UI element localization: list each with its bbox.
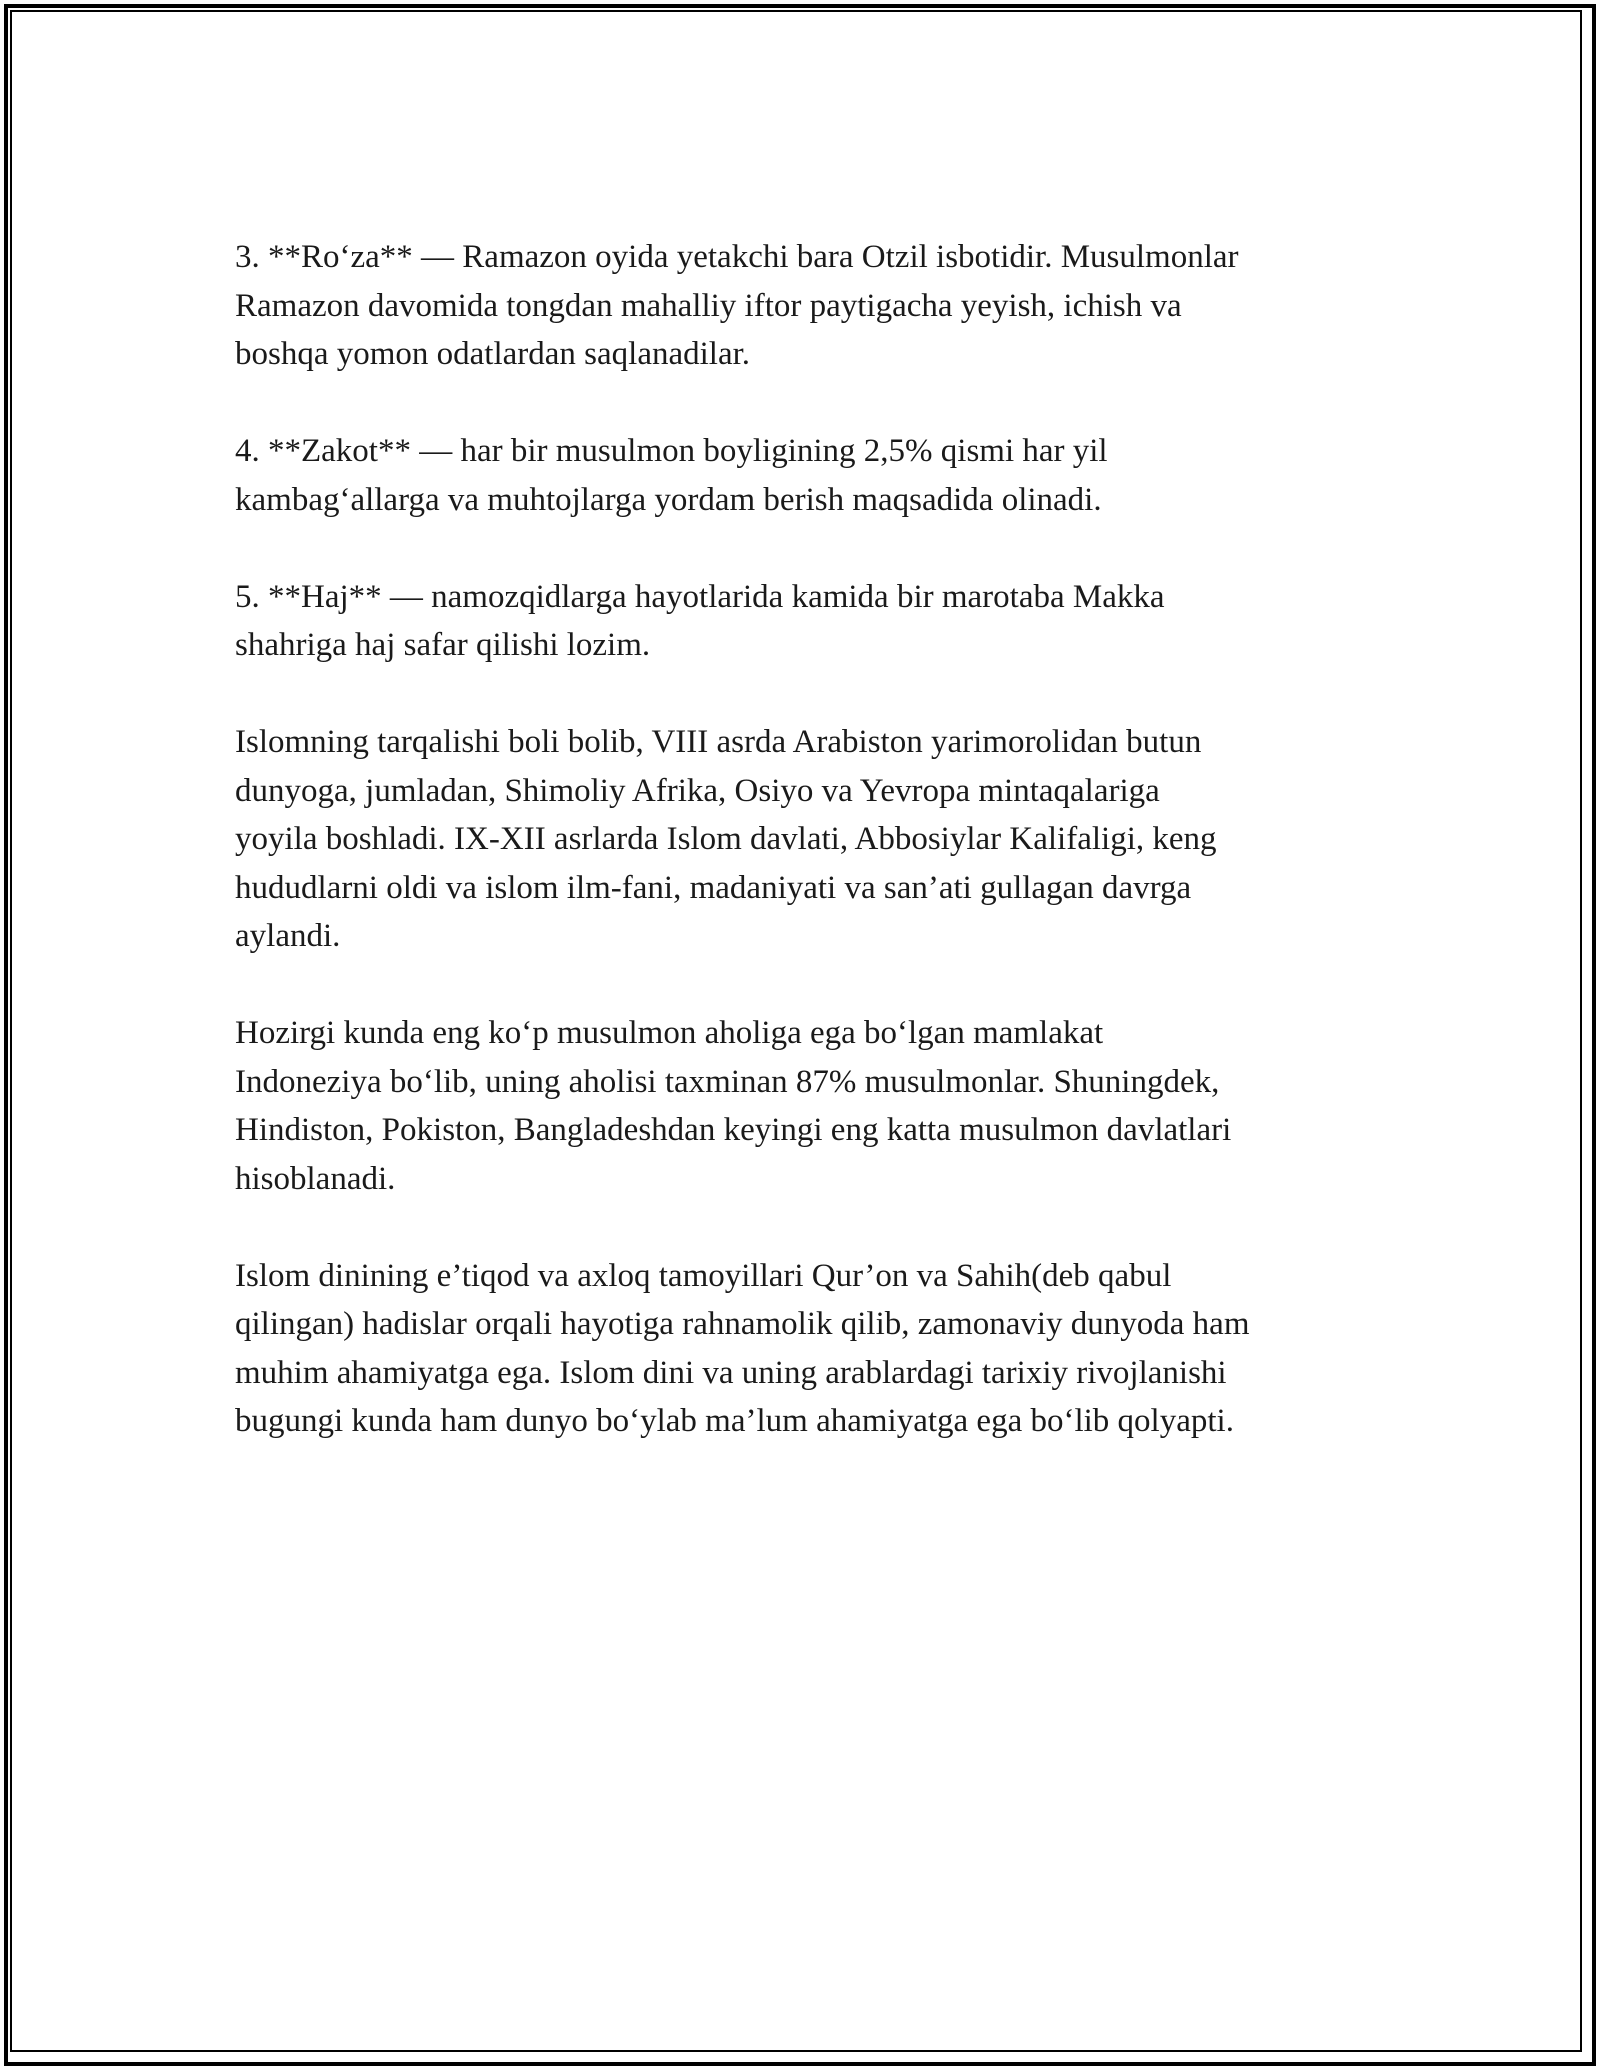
paragraph-spread-of-islam [235,718,1385,961]
text-line: Hozirgi kunda eng ko‘p musulmon aholiga ega bo‘lgan mamlakat [235,1015,1104,1051]
text-line: qilingan) hadislar orqali hayotiga rahnamolik qilib, zamonaviy dunyoda ham [235,1306,1250,1342]
paragraph-muslim-population [235,1009,1385,1203]
text-line: Islomning tarqalishi boli bolib, VIII asrda Arabiston yarimorolidan butun [235,724,1202,760]
text-line: hisoblanadi. [235,1160,396,1197]
text-line: shahriga haj safar qilishi lozim. [235,627,651,663]
text-line: Islom dinining e’tiqod va axloq tamoyillari Qur’on va Sahih(deb qabul [235,1257,1172,1294]
paragraph-haj [235,573,1385,670]
text-line: 5. **Haj** — namozqidlarga hayotlarida kamida bir marotaba Makka [235,578,1165,615]
text-line: muhim ahamiyatga ega. Islom dini va uning arablardagi tarixiy rivojlanishi [235,1354,1227,1391]
text-line: dunyoga, jumladan, Shimoliy Afrika, Osiyo va Yevropa mintaqalariga [235,772,1160,809]
document-body [235,233,1385,1494]
paragraph-conclusion [235,1252,1385,1446]
paragraph-zakot [235,427,1385,524]
text-line: Hindiston, Pokiston, Bangladeshdan keyingi eng katta musulmon davlatlari [235,1112,1232,1148]
text-line: hududlarni oldi va islom ilm-fani, madaniyati va san’ati gullagan davrga [235,869,1192,906]
text-line: 3. **Ro‘za** — Ramazon oyida yetakchi bara Otzil isbotidir. Musulmonlar [235,239,1239,275]
text-line: bugungi kunda ham dunyo bo‘ylab ma’lum ahamiyatga ega bo‘lib qolyapti. [235,1403,1234,1439]
text-line: aylandi. [235,918,341,954]
text-line: boshqa yomon odatlardan saqlanadilar. [235,336,751,372]
text-line: Ramazon davomida tongdan mahalliy iftor paytigacha yeyish, ichish va [235,287,1182,324]
paragraph-roza [235,233,1385,379]
text-line: kambag‘allarga va muhtojlarga yordam berish maqsadida olinadi. [235,481,1102,518]
text-line: 4. **Zakot** — har bir musulmon boyligining 2,5% qismi har yil [235,433,1108,469]
text-line: Indoneziya bo‘lib, uning aholisi taxminan 87% musulmonlar. Shuningdek, [235,1063,1220,1100]
text-line: yoyila boshladi. IX-XII asrlarda Islom davlati, Abbosiylar Kalifaligi, keng [235,821,1217,857]
